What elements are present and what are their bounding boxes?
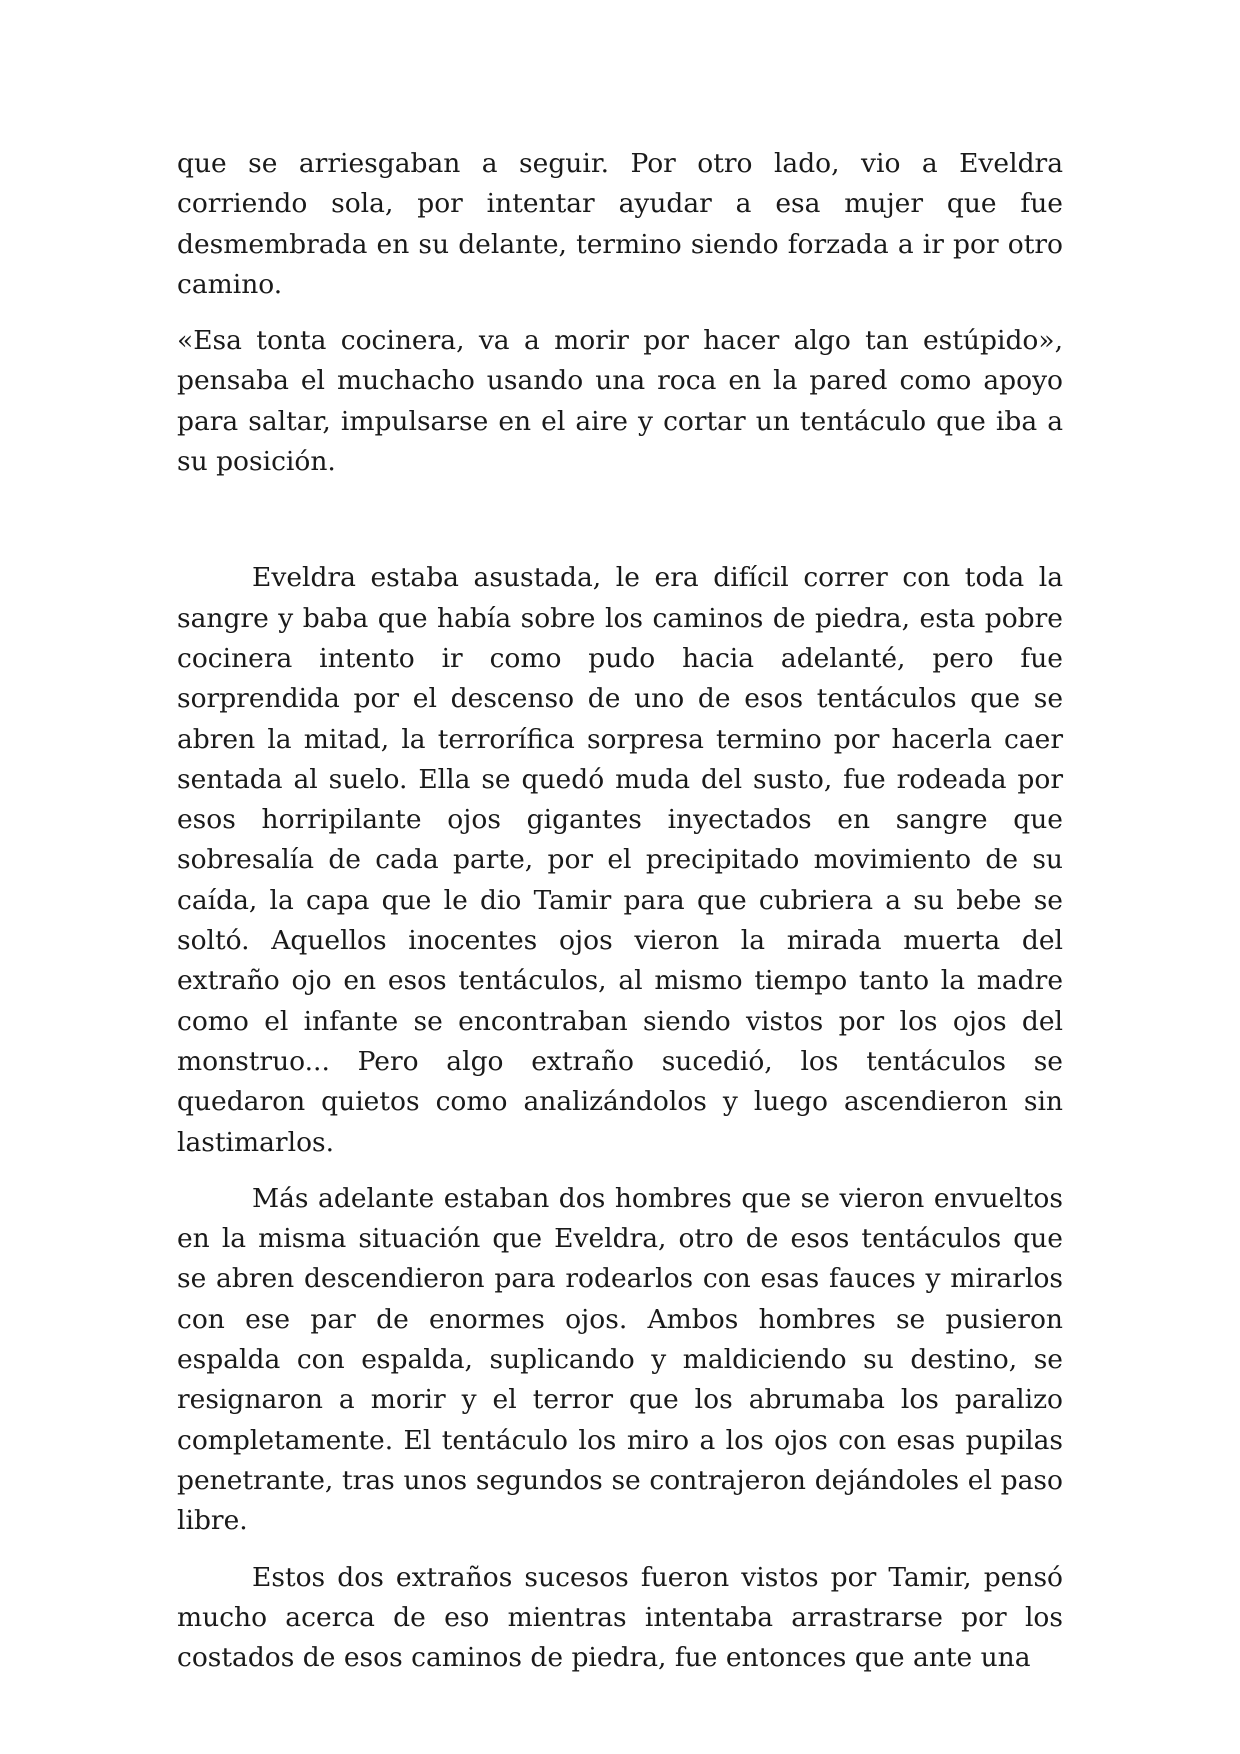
paragraph: Estos dos extraños sucesos fueron vistos por Tamir, pensó mucho acerca de eso mientras intentaba arrastrarse por los costados de esos caminos de piedra, fue entonces que ante una	[177, 1561, 1063, 1674]
paragraph: Eveldra estaba asustada, le era difícil correr con toda la sangre y baba que había sobre los caminos de piedra, esta pobre cocinera intento ir como pudo hacia adelanté, pero fue sorprendida por el descenso de uno de esos tentáculos que se abren la mitad, la terrorífica sorpresa termino por hacerla caer sentada al suelo. Ella se quedó muda del susto, fue rodeada por esos horripilante ojos gigantes inyectados en sangre que sobresalía de cada parte, por el precipitado movimiento de su caída, la capa que le dio Tamir para que cubriera a su bebe se soltó. Aquellos inocentes ojos vieron la mirada muerta del extraño ojo en esos tentáculos, al mismo tiempo tanto la madre como el infante se encontraban siendo vistos por los ojos del monstruo... Pero algo extraño sucedió, los tentáculos se quedaron quietos como analizándolos y luego ascendieron sin lastimarlos.	[177, 562, 1063, 1158]
paragraph: Más adelante estaban dos hombres que se vieron envueltos en la misma situación que Eveldra, otro de esos tentáculos que se abren descendieron para rodearlos con esas fauces y mirarlos con ese par de enormes ojos. Ambos hombres se pusieron espalda con espalda, suplicando y maldiciendo su destino, se resignaron a morir y el terror que los abrumaba los paralizo completamente. El tentáculo los miro a los ojos con esas pupilas penetrante, tras unos segundos se contrajeron dejándoles el paso libre.	[177, 1182, 1063, 1537]
paragraph: «Esa tonta cocinera, va a morir por hacer algo tan estúpido», pensaba el muchacho usando una roca en la pared como apoyo para saltar, impulsarse en el aire y cortar un tentáculo que iba a su posición.	[177, 325, 1063, 478]
paragraph: que se arriesgaban a seguir. Por otro lado, vio a Eveldra corriendo sola, por intentar ayudar a esa mujer que fue desmembrada en su delante, termino siendo forzada a ir por otro camino.	[177, 148, 1063, 300]
document-page	[177, 144, 1063, 1678]
